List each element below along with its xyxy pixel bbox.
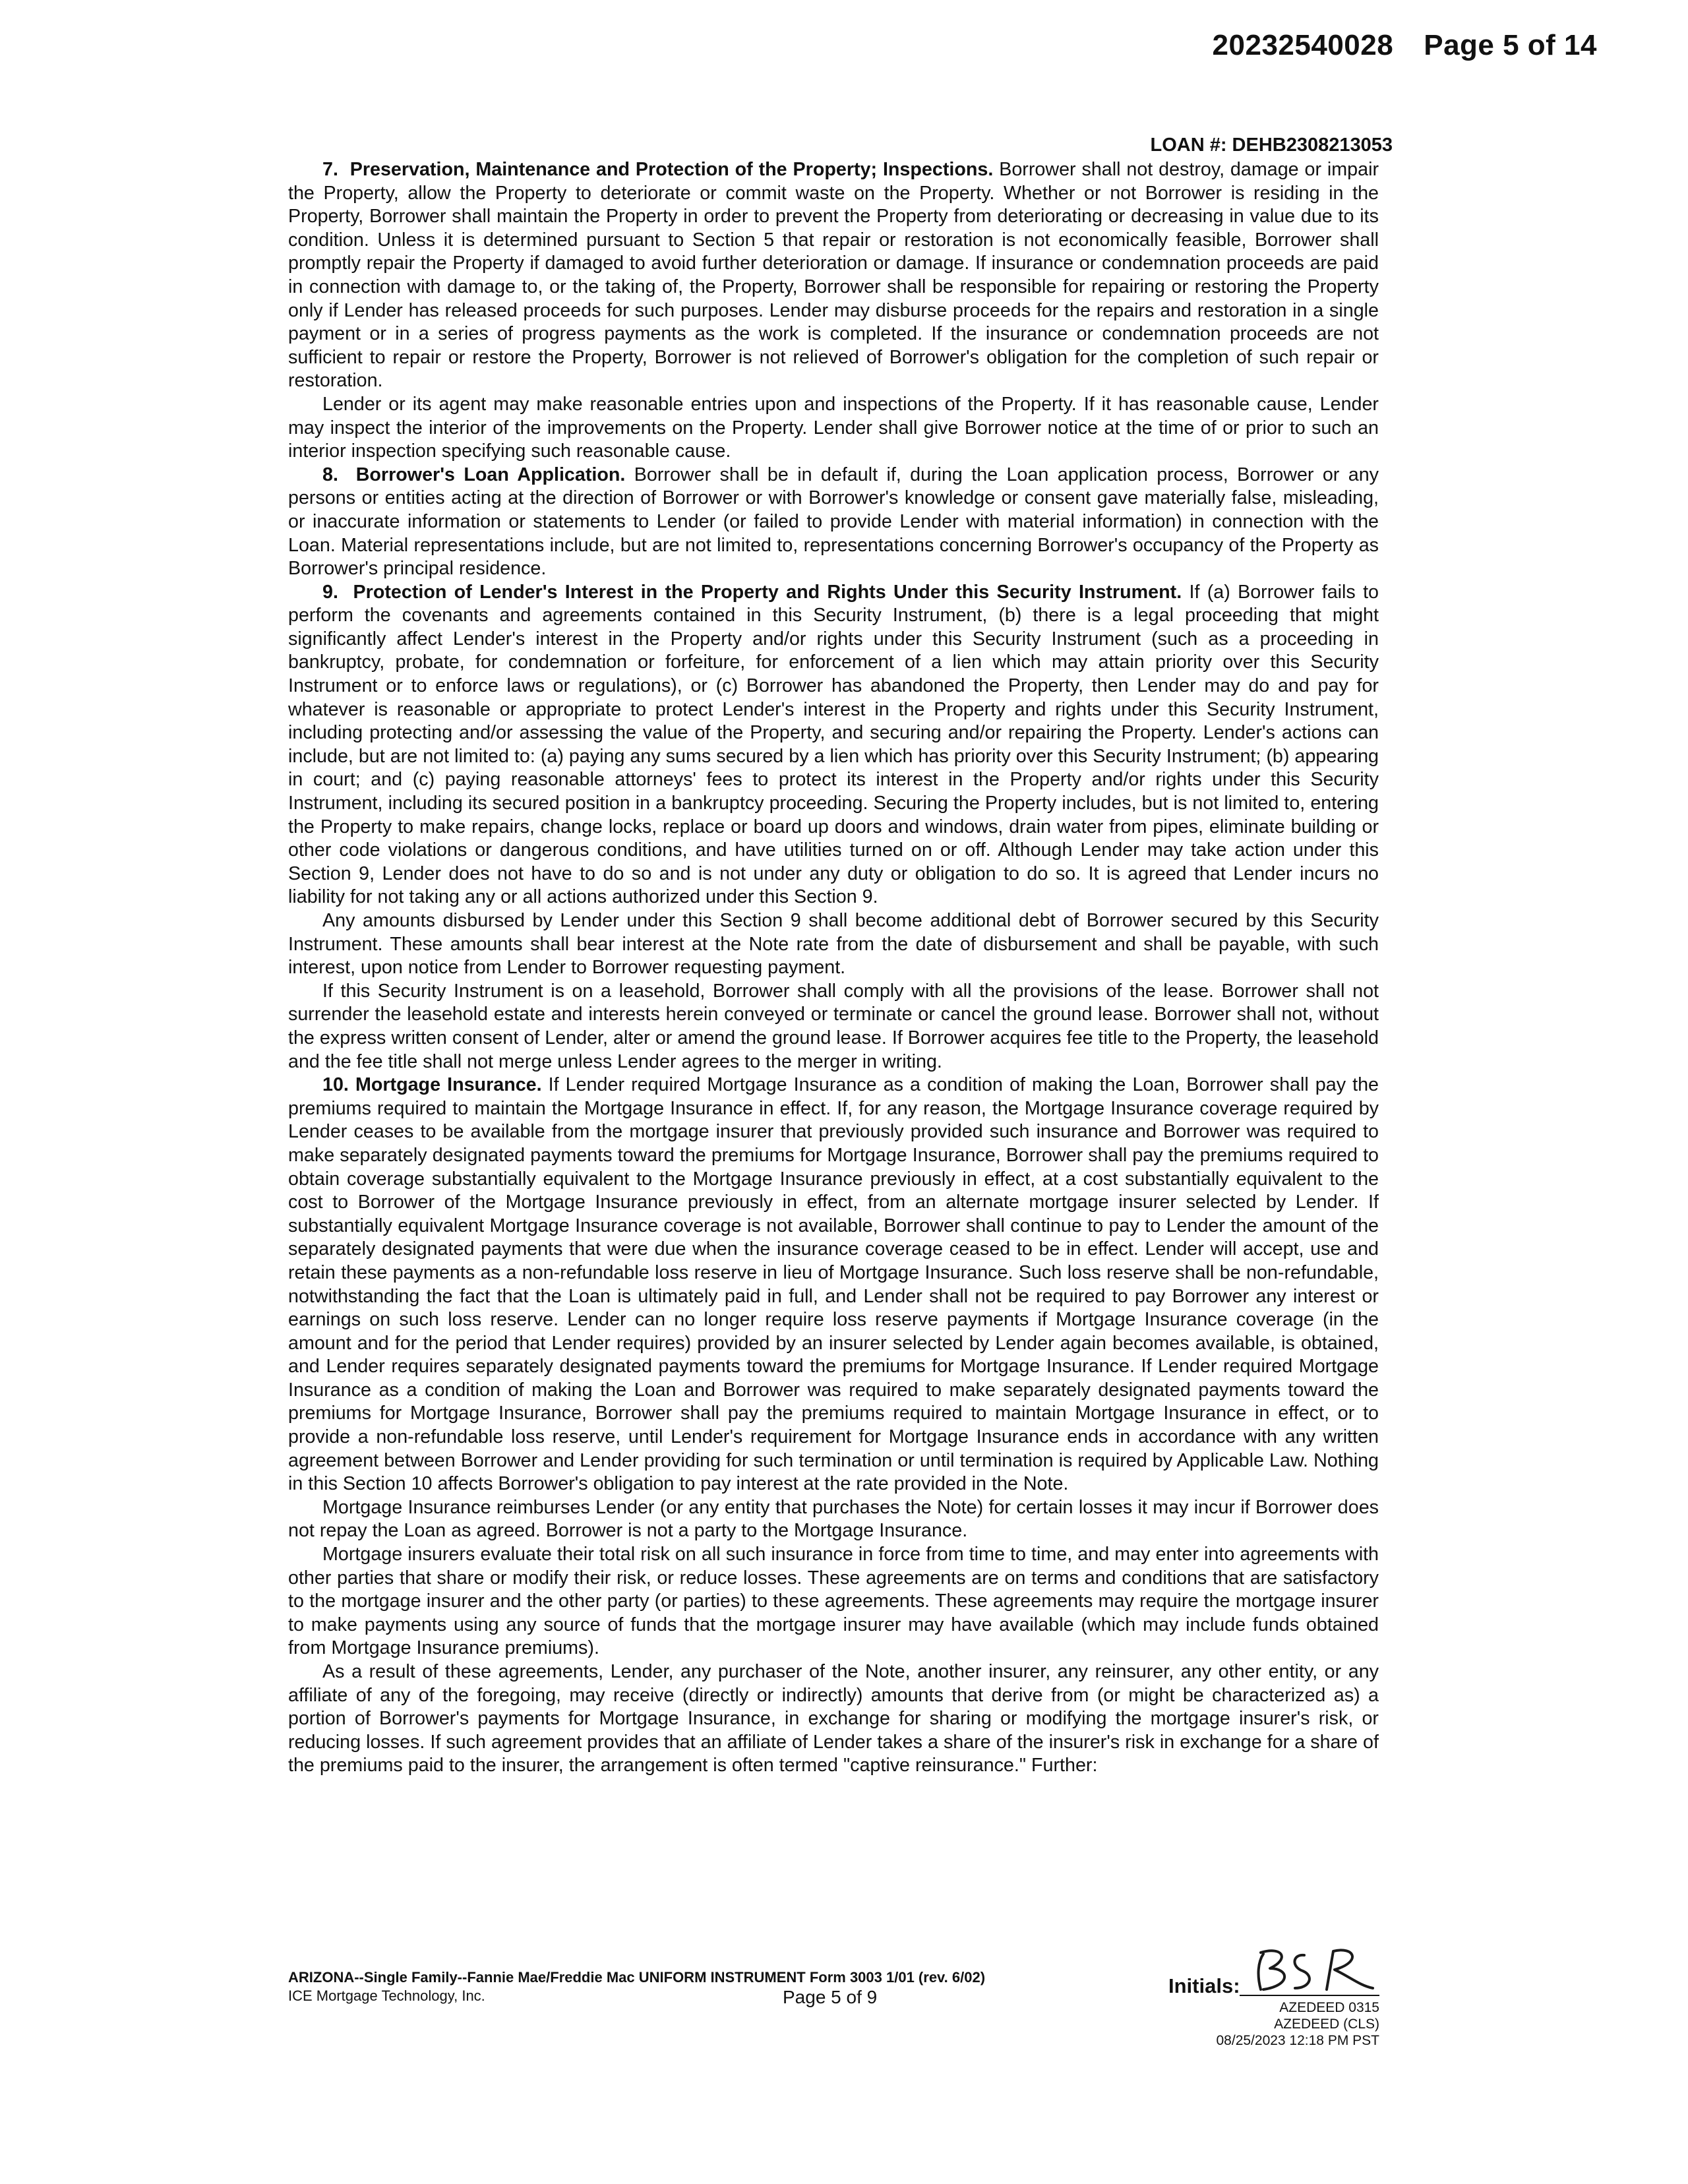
paragraph-text: If this Security Instrument is on a leasehold, Borrower shall comply with all the provisions of the lease. Borrower shall not surrender the leasehold estate and interests herein conveyed or terminate or cancel the ground lease. Borrower shall not, without the express written consent of Lender, alter or amend the ground lease. If Borrower acquires fee title to the Property, the leasehold and the fee title shall not merge unless Lender agrees to the merger in writing. bbox=[288, 980, 1379, 1072]
footer-doc-codes bbox=[1217, 1999, 1380, 2049]
doc-code-cls: AZEDEED (CLS) bbox=[1274, 2017, 1379, 2032]
paragraph-mi-insurers bbox=[288, 1543, 1379, 1660]
recording-header bbox=[1213, 29, 1597, 62]
initials-label: Initials: bbox=[1168, 1974, 1240, 1997]
paragraph-inspections bbox=[288, 393, 1379, 464]
paragraph-text: Mortgage Insurance reimburses Lender (or any entity that purchases the Note) for certain losses it may incur if Borrower does not repay the Loan as agreed. Borrower is not a party to the Mortgage Insurance. bbox=[288, 1496, 1379, 1542]
paragraph-section-10 bbox=[288, 1074, 1379, 1496]
paragraph-text: If (a) Borrower fails to perform the covenants and agreements contained in this Security Instrument, (b) there is a legal proceeding that might significantly affect Lender's interest in the Property and/or rights under this Security Instrument (such as a proceeding in bankruptcy, probate, for condemnation or forfeiture, for enforcement of a lien which may attain priority over this Security Instrument or to enforce laws or regulations), or (c) Borrower has abandoned the Property, then Lender may do and pay for whatever is reasonable or appropriate to protect Lender's interest in the Property and rights under this Security Instrument, including protecting and/or assessing the value of the Property, and securing and/or repairing the Property. Lender's actions can include, but are not limited to: (a) paying any sums secured by a lien which has priority over this Security Instrument; (b) appearing in court; and (c) paying reasonable attorneys' fees to protect its interest in the Property and/or rights under this Security Instrument, including its secured position in a bankruptcy proceeding. Securing the Property includes, but is not limited to, entering the Property to make repairs, change locks, replace or board up doors and windows, drain water from pipes, eliminate building or other code violations or dangerous conditions, and have utilities turned on or off. Although Lender may take action under this Section 9, Lender does not have to do so and is not under any duty or obligation to do so. It is agreed that Lender incurs no liability for not taking any or all actions authorized under this Section 9. bbox=[288, 581, 1379, 908]
loan-number: LOAN #: DEHB2308213053 bbox=[1150, 135, 1393, 156]
paragraph-text: As a result of these agreements, Lender, any purchaser of the Note, another insurer, any reinsurer, any other entity, or any affiliate of any of the foregoing, may receive (directly or indirectly) amounts that derive from (or might be characterized as) a portion of Borrower's payments for Mortgage Insurance, in exchange for sharing or modifying the mortgage insurer's risk, or reducing losses. If such agreement provides that an affiliate of Lender takes a share of the insurer's risk in exchange for a share of the premiums paid to the insurer, the arrangement is often termed "captive reinsurance." Further: bbox=[288, 1661, 1379, 1776]
paragraph-text: If Lender required Mortgage Insurance as a condition of making the Loan, Borrower shall pay the premiums required to maintain the Mortgage Insurance in effect. If, for any reason, the Mortgage Insurance coverage required by Lender ceases to be available from the mortgage insurer that previously provided such insurance and Borrower was required to make separately designated payments toward the premiums for Mortgage Insurance, Borrower shall pay the premiums required to obtain coverage substantially equivalent to the Mortgage Insurance previously in effect, at a cost substantially equivalent to the cost to Borrower of the Mortgage Insurance previously in effect, from an alternate mortgage insurer selected by Lender. If substantially equivalent Mortgage Insurance coverage is not available, Borrower shall continue to pay to Lender the amount of the separately designated payments that were due when the insurance coverage ceased to be in effect. Lender will accept, use and retain these payments as a non-refundable loss reserve in lieu of Mortgage Insurance. Such loss reserve shall be non-refundable, notwithstanding the fact that the Loan is ultimately paid in full, and Lender shall not be required to pay Borrower any interest or earnings on such loss reserve. Lender can no longer require loss reserve payments if Mortgage Insurance coverage (in the amount and for the period that Lender requires) provided by an insurer selected by Lender again becomes available, is obtained, and Lender requires separately designated payments toward the premiums for Mortgage Insurance. If Lender required Mortgage Insurance as a condition of making the Loan and Borrower was required to make separately designated payments toward the premiums for Mortgage Insurance, Borrower shall pay the premiums required to maintain Mortgage Insurance in effect, or to provide a non-refundable loss reserve, until Lender's requirement for Mortgage Insurance ends in accordance with any written agreement between Borrower and Lender providing for such termination or until termination is required by Applicable Law. Nothing in this Section 10 affects Borrower's obligation to pay interest at the rate provided in the Note. bbox=[288, 1074, 1379, 1495]
footer-timestamp: 08/25/2023 12:18 PM PST bbox=[1216, 2033, 1379, 2048]
section-heading: 8. Borrower's Loan Application. bbox=[322, 464, 626, 485]
initials-line bbox=[1240, 1995, 1379, 1996]
page-of-total: Page 5 of 14 bbox=[1424, 29, 1597, 61]
company-name: ICE Mortgage Technology, Inc. bbox=[288, 1987, 485, 2004]
paragraph-amounts-disbursed bbox=[288, 909, 1379, 980]
section-heading: 10. Mortgage Insurance. bbox=[322, 1074, 542, 1096]
paragraph-text: Borrower shall be in default if, during the Loan application process, Borrower or any persons or entities acting at the direction of Borrower or with Borrower's knowledge or consent gave materially false, misleading, or inaccurate information or statements to Lender (or failed to provide Lender with material information) in connection with the Loan. Material representations include, but are not limited to, representations concerning Borrower's occupancy of the Property as Borrower's principal residence. bbox=[288, 464, 1379, 580]
paragraph-text: Mortgage insurers evaluate their total risk on all such insurance in force from time to time, and may enter into agreements with other parties that share or modify their risk, or reduce losses. These agreements are on terms and conditions that are satisfactory to the mortgage insurer and the other party (or parties) to these agreements. These agreements may require the mortgage insurer to make payments using any source of funds that the mortgage insurer may have available (which may include funds obtained from Mortgage Insurance premiums). bbox=[288, 1544, 1379, 1659]
section-heading: 9. Protection of Lender's Interest in the Property and Rights Under this Security Instrument. bbox=[322, 581, 1182, 603]
footer-page-number: Page 5 of 9 bbox=[783, 1987, 878, 2007]
paragraph-section-8 bbox=[288, 464, 1379, 581]
paragraph-text: Borrower shall not destroy, damage or impair the Property, allow the Property to deteriorate or commit waste on the Property. Whether or not Borrower is residing in the Property, Borrower shall maintain the Property in order to prevent the Property from deteriorating or decreasing in value due to its condition. Unless it is determined pursuant to Section 5 that repair or restoration is not economically feasible, Borrower shall promptly repair the Property if damaged to avoid further deterioration or damage. If insurance or condemnation proceeds are paid in connection with damage to, or the taking of, the Property, Borrower shall be responsible for repairing or restoring the Property only if Lender has released proceeds for such purposes. Lender may disburse proceeds for the repairs and restoration in a single payment or in a series of progress payments as the work is completed. If the insurance or condemnation proceeds are not sufficient to repair or restore the Property, Borrower is not relieved of Borrower's obligation for the completion of such repair or restoration. bbox=[288, 159, 1379, 392]
paragraph-section-7 bbox=[288, 158, 1379, 393]
paragraph-leasehold bbox=[288, 980, 1379, 1074]
section-heading: 7. Preservation, Maintenance and Protection of the Property; Inspections. bbox=[322, 159, 994, 180]
footer-form-info bbox=[288, 1968, 985, 2005]
paragraph-section-9 bbox=[288, 581, 1379, 909]
recording-number: 20232540028 bbox=[1212, 29, 1394, 61]
form-title: ARIZONA--Single Family--Fannie Mae/Freddie Mac UNIFORM INSTRUMENT Form 3003 1/01 (rev. 6/02) bbox=[288, 1969, 986, 1986]
doc-code: AZEDEED 0315 bbox=[1279, 2000, 1379, 2015]
paragraph-text: Any amounts disbursed by Lender under this Section 9 shall become additional debt of Borrower secured by this Security Instrument. These amounts shall bear interest at the Note rate from the date of disbursement and shall be payable, with such interest, upon notice from Lender to Borrower requesting payment. bbox=[288, 910, 1379, 979]
paragraph-captive-reinsurance bbox=[288, 1660, 1379, 1778]
paragraph-text: Lender or its agent may make reasonable entries upon and inspections of the Property. If it has reasonable cause, Lender may inspect the interior of the improvements on the Property. Lender shall give Borrower notice at the time of or prior to such an interior inspection specifying such reasonable cause. bbox=[288, 393, 1379, 462]
paragraph-mi-reimburses bbox=[288, 1496, 1379, 1543]
document-body bbox=[288, 158, 1379, 1778]
handwritten-initials-signature bbox=[1244, 1942, 1375, 1996]
